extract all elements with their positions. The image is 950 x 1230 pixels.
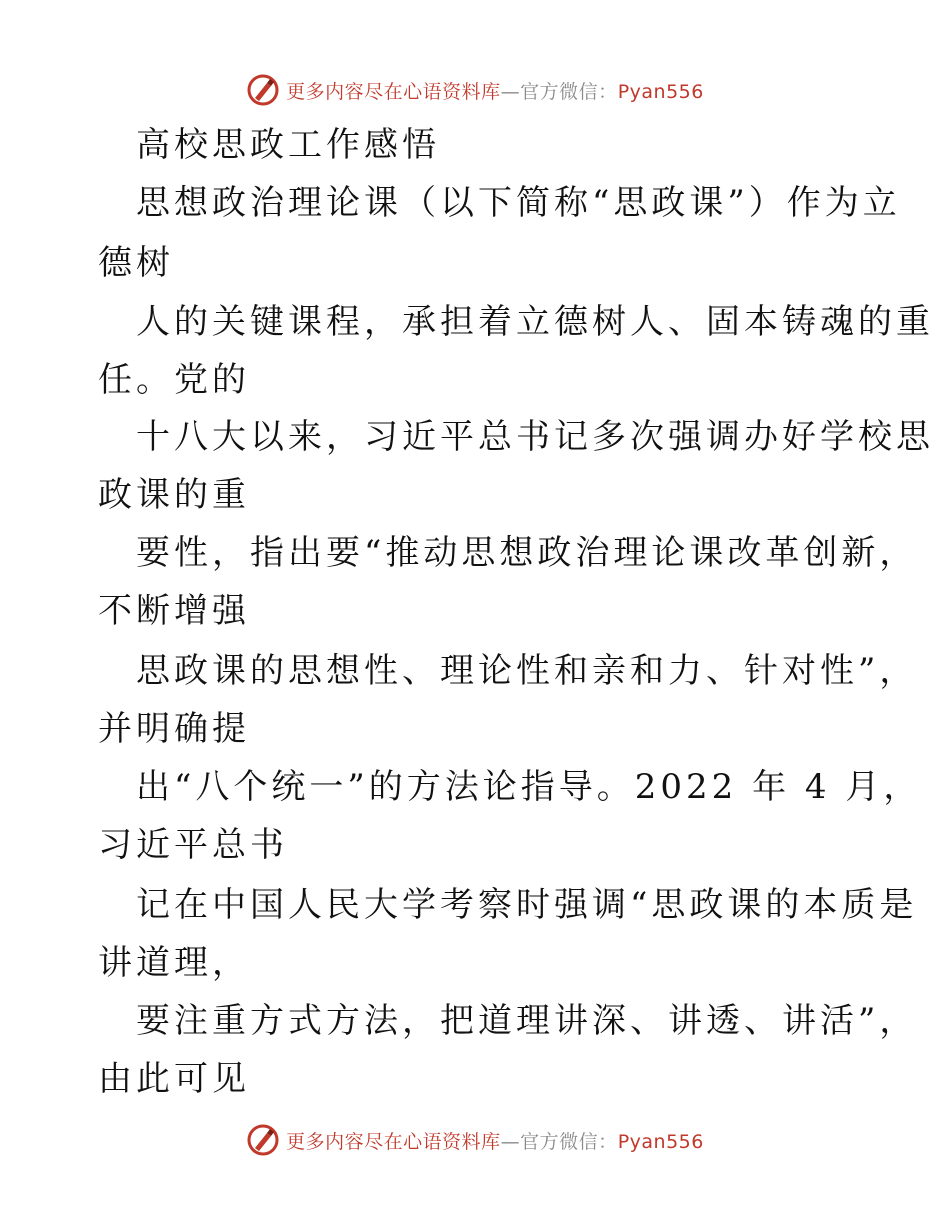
footer-text	[286, 1127, 704, 1154]
header-wechat-label: 官方微信：	[520, 80, 618, 103]
footer-site-text: 更多内容尽在心语资料库	[286, 1130, 501, 1153]
footer-wechat-id: Pyan556	[617, 1130, 704, 1153]
text-line: 并明确提	[98, 709, 250, 749]
document-title: 高校思政工作感悟	[136, 125, 440, 165]
text-line: 政课的重	[98, 475, 250, 515]
pen-logo-icon	[246, 73, 280, 107]
header-banner	[0, 70, 950, 110]
text-line: 记在中国人民大学考察时强调“思政课的本质是	[136, 885, 918, 925]
text-line: 由此可见	[98, 1059, 250, 1099]
header-site-text: 更多内容尽在心语资料库	[286, 80, 501, 103]
text-line: 出“八个统一”的方法论指导。2022 年 4 月，	[136, 767, 922, 807]
text-line: 不断增强	[98, 591, 250, 631]
footer-banner	[0, 1120, 950, 1160]
footer-wechat-label: 官方微信：	[520, 1130, 618, 1153]
footer-separator: —	[500, 1130, 521, 1153]
text-line: 思政课的思想性、理论性和亲和力、针对性”，	[136, 651, 918, 691]
text-line: 任。党的	[98, 360, 250, 400]
text-line: 要性，指出要“推动思想政治理论课改革创新，	[136, 533, 918, 573]
text-line: 习近平总书	[98, 825, 288, 865]
header-text	[286, 77, 704, 104]
text-line: 思想政治理论课（以下简称“思政课”）作为立	[136, 183, 901, 223]
pen-logo-icon	[246, 1123, 280, 1157]
header-separator: —	[500, 80, 521, 103]
text-line: 十八大以来，习近平总书记多次强调办好学校思	[136, 417, 934, 457]
text-line: 人的关键课程，承担着立德树人、固本铸魂的重	[136, 302, 934, 342]
text-line: 德树	[98, 243, 174, 283]
text-line: 要注重方式方法，把道理讲深、讲透、讲活”，	[136, 1001, 918, 1041]
text-line: 讲道理，	[98, 943, 250, 983]
header-wechat-id: Pyan556	[617, 80, 704, 103]
